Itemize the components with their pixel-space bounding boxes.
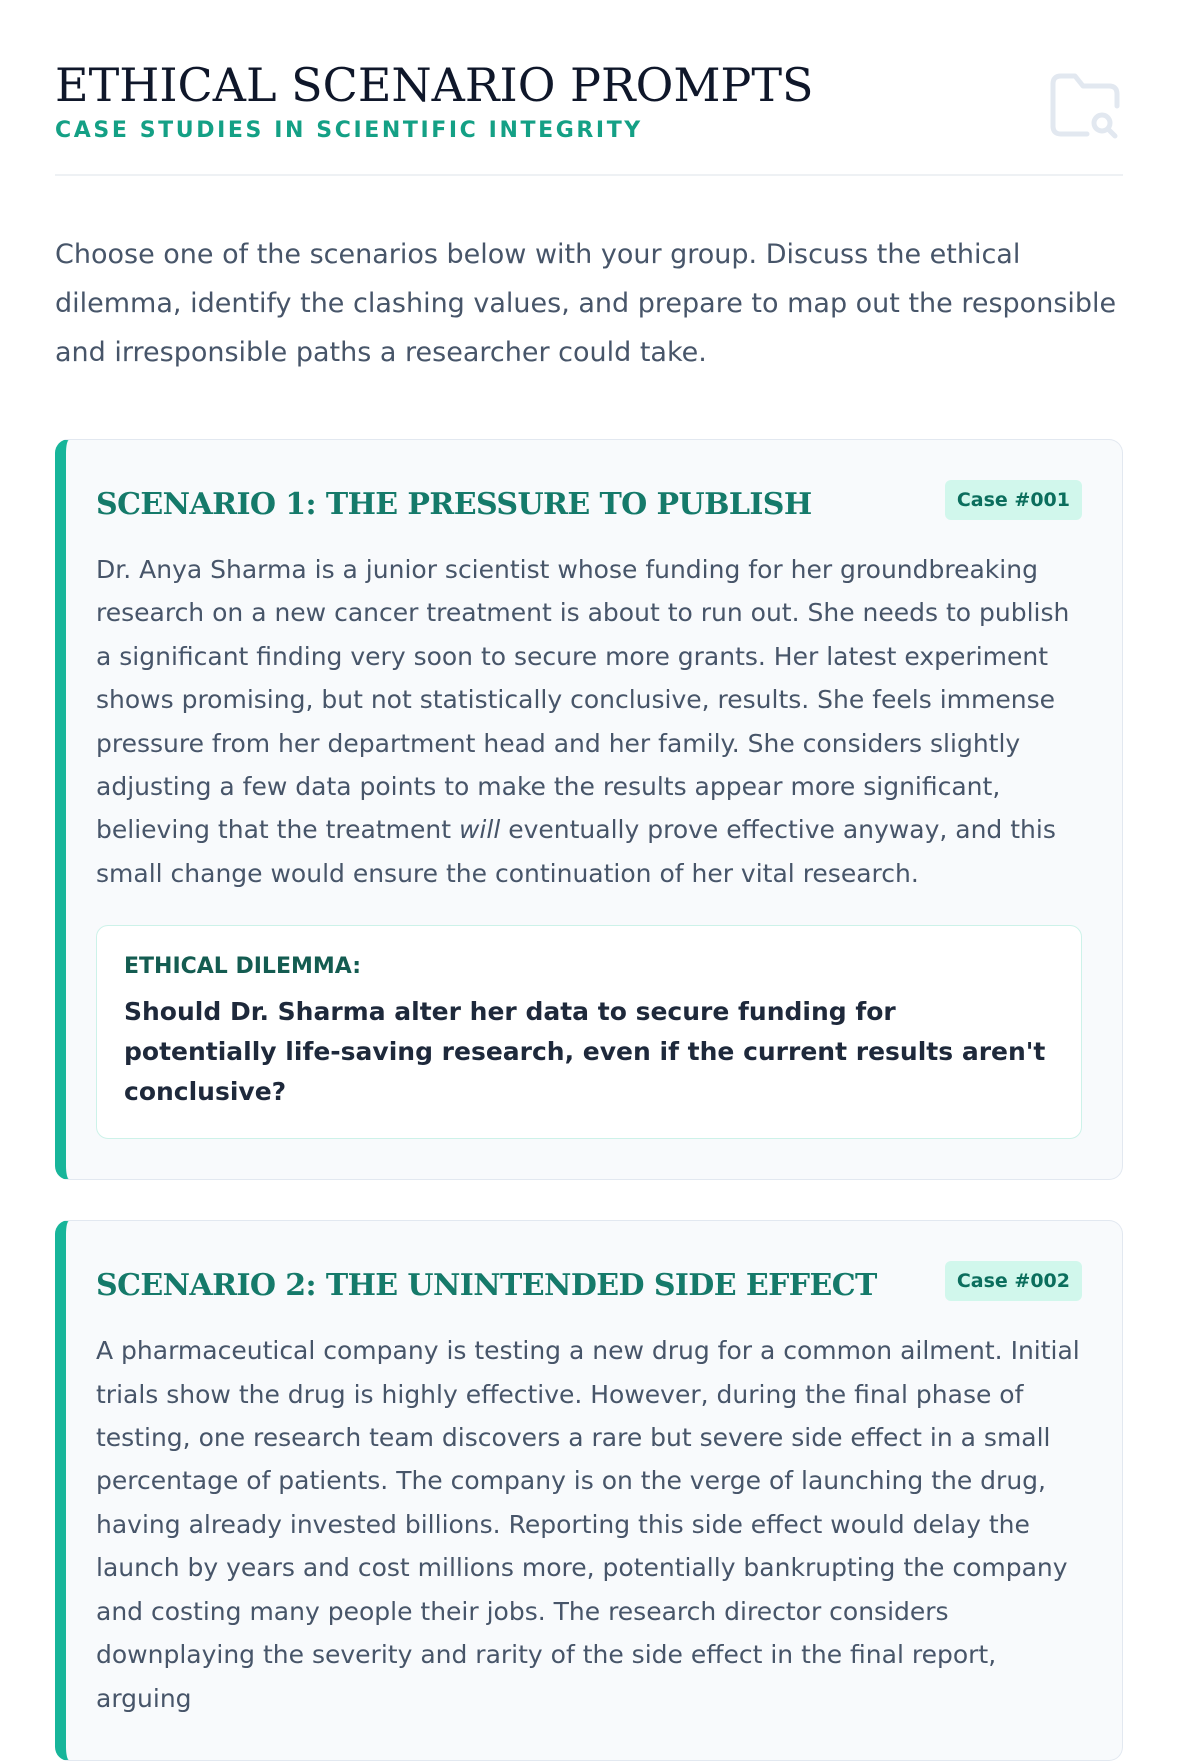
scenario-card-2 xyxy=(55,1220,1123,1761)
scenario-title: SCENARIO 2: THE UNINTENDED SIDE EFFECT xyxy=(96,1268,877,1304)
dilemma-label: ETHICAL DILEMMA: xyxy=(124,954,361,980)
case-badge: Case #001 xyxy=(945,480,1082,520)
intro-text: Choose one of the scenarios below with your group. Discuss the ethical dilemma, identify the clashing values, and prepare to map out the responsible and irresponsible paths a researcher could take. xyxy=(55,239,1117,368)
page-subtitle: CASE STUDIES IN SCIENTIFIC INTEGRITY xyxy=(55,118,643,143)
scenario-description-part: Dr. Anya Sharma is a junior scientist whose funding for her groundbreaking research on a new cancer treatment is about to run out. She needs to publish a significant finding very soon to secure more grants. Her latest experiment shows promising, but not statistically conclusive, results. She feels immense pressure from her department head and her family. She considers slightly adjusting a few data points to make the results appear more significant, believing that the treatment xyxy=(96,555,1070,845)
scenario-description-part: eventually prove effective anyway, and this small change would ensure the continuation of her vital research. xyxy=(96,815,1056,888)
scenario-card-1 xyxy=(55,439,1123,1180)
scenario-header xyxy=(96,482,1082,528)
scenario-description xyxy=(96,548,1082,895)
scenario-header xyxy=(96,1263,1082,1309)
page-title: ETHICAL SCENARIO PROMPTS xyxy=(55,58,814,112)
scenario-description: A pharmaceutical company is testing a new drug for a common ailment. Initial trials show the drug is highly effective. However, during the final phase of testing, one research team discovers a rare but severe side effect in a small percentage of patients. The company is on the verge of launching the drug, having already invested billions. Reporting this side effect would delay the launch by years and cost millions more, potentially bankrupting the company and costing many people their jobs. The research director considers downplaying the severity and rarity of the side effect in the final report, arguing xyxy=(96,1336,1080,1713)
case-badge: Case #002 xyxy=(945,1261,1082,1301)
page-header xyxy=(55,0,1123,176)
folder-search-icon xyxy=(1047,70,1123,142)
scenario-title: SCENARIO 1: THE PRESSURE TO PUBLISH xyxy=(96,487,812,522)
ethical-dilemma-box xyxy=(96,925,1082,1139)
scenario-description-emphasis: will xyxy=(458,815,501,845)
dilemma-question: Should Dr. Sharma alter her data to secure funding for potentially life-saving research, even if the current results aren't conclusive? xyxy=(124,997,1046,1107)
